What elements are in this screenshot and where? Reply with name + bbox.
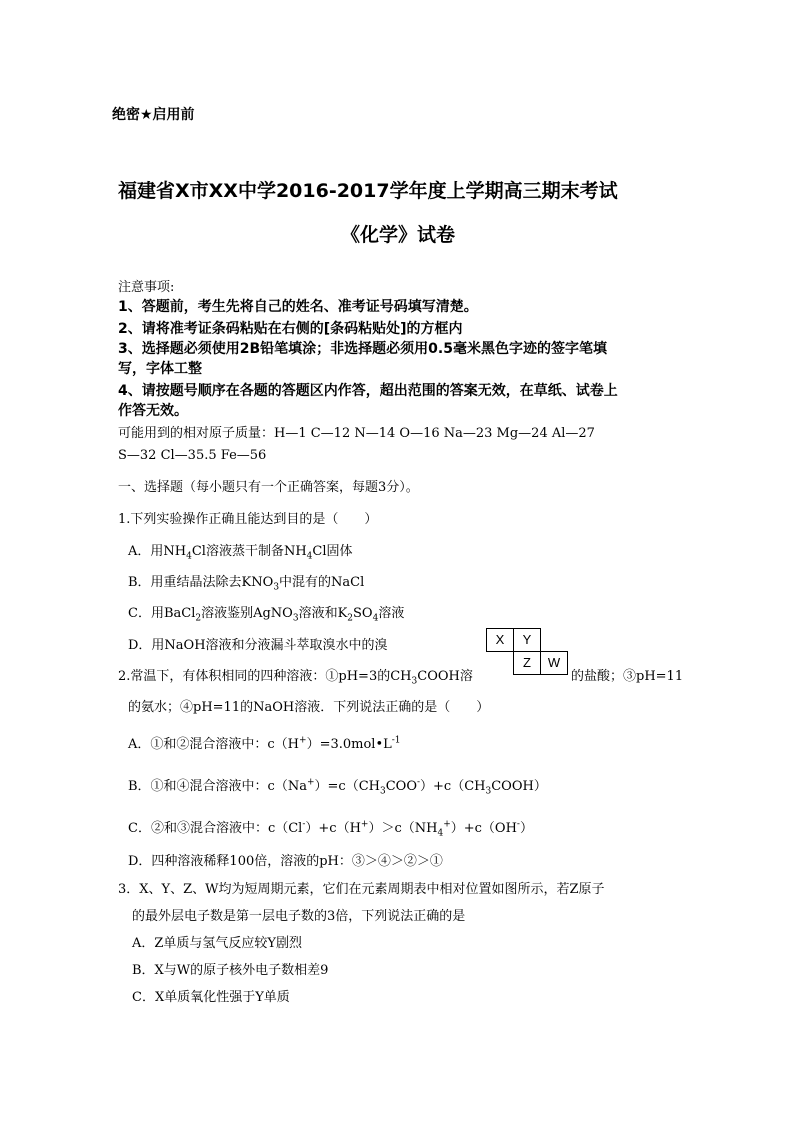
exam-title-line1: 福建省X市XX中学2016-2017学年度上学期高三期末考试: [118, 180, 618, 202]
q1-option-d: D．用NaOH溶液和分液漏斗萃取溴水中的溴: [128, 638, 388, 653]
q1-option-a: A．用$NH_4Cl$溶液蒸干制备$NH_4Cl$固体: [128, 544, 353, 562]
secret-mark: 绝密★启用前: [112, 107, 195, 123]
element-x-cell: X: [486, 628, 514, 652]
atomic-masses-line2: S—32 Cl—35.5 Fe—56: [118, 448, 267, 463]
atomic-masses-line1: 可能用到的相对原子质量：H—1 C—12 N—14 O—16 Na—23 Mg—24 Al—27: [118, 426, 595, 441]
notice-item-4a: 4、请按题号顺序在各题的答题区内作答，超出范围的答案无效，在草纸、试卷上: [118, 383, 618, 399]
q1-option-b: B．用重结晶法除去$KNO_3$中混有的NaCl: [128, 575, 365, 593]
notice-item-1: 1、答题前，考生先将自己的姓名、准考证号码填写清楚。: [118, 299, 478, 315]
q2-option-b: B．①和④混合溶液中：$c(Na^+)=c(CH_3COO^-)+c(CH_3COOH)$: [128, 777, 547, 797]
q2-stem-line1-tail: 的盐酸；③pH=11: [571, 669, 684, 684]
q1-stem: 1.下列实验操作正确且能达到目的是（ ）: [118, 512, 378, 527]
q3-stem-line2: 的最外层电子数是第一层电子数的3倍，下列说法正确的是: [132, 909, 466, 924]
q2-stem-line2: 的氨水；④pH=11的NaOH溶液．下列说法正确的是（ ）: [128, 700, 490, 715]
notice-heading: 注意事项:: [118, 280, 175, 295]
section1-heading: 一、选择题（每小题只有一个正确答案，每题3分）。: [118, 480, 419, 495]
element-w-cell: W: [540, 651, 568, 675]
exam-title-line2: 《化学》试卷: [341, 224, 456, 246]
q3-option-b: B．X与W的原子核外电子数相差9: [132, 963, 329, 978]
notice-item-2: 2、请将准考证条码粘贴在右侧的[条码粘贴处]的方框内: [118, 321, 463, 337]
notice-item-4b: 作答无效。: [118, 403, 188, 419]
element-z-cell: Z: [513, 651, 541, 675]
q3-option-c: C．X单质氧化性强于Y单质: [132, 990, 290, 1005]
q2-option-a: A．①和②混合溶液中：$c(H^+)=3.0mol•L^{-1}$: [128, 735, 401, 752]
q2-stem-line1: 2.常温下，有体积相同的四种溶液：①pH=3的$CH_3COOH$溶: [118, 669, 473, 687]
element-y-cell: Y: [513, 628, 541, 652]
q2-option-d: D．四种溶液稀释100倍，溶液的pH：③＞④＞②＞①: [128, 854, 443, 869]
notice-item-3a: 3、选择题必须使用2B铅笔填涂；非选择题必须用0.5毫米黑色字迹的签字笔填: [118, 341, 607, 357]
q3-stem-line1: 3．X、Y、Z、W均为短周期元素，它们在元素周期表中相对位置如图所示，若Z原子: [118, 882, 605, 897]
q2-option-c: C．②和③混合溶液中：$c(Cl^-)+c(H^+)>c(NH_4^+)+c(OH^-)$: [128, 819, 533, 839]
notice-item-3b: 写，字体工整: [118, 361, 202, 377]
q1-option-c: C．用BaCl$_2$溶液鉴别AgNO$_3$溶液和$K_2SO_4$溶液: [128, 606, 405, 624]
q3-option-a: A．Z单质与氢气反应较Y剧烈: [132, 936, 303, 951]
